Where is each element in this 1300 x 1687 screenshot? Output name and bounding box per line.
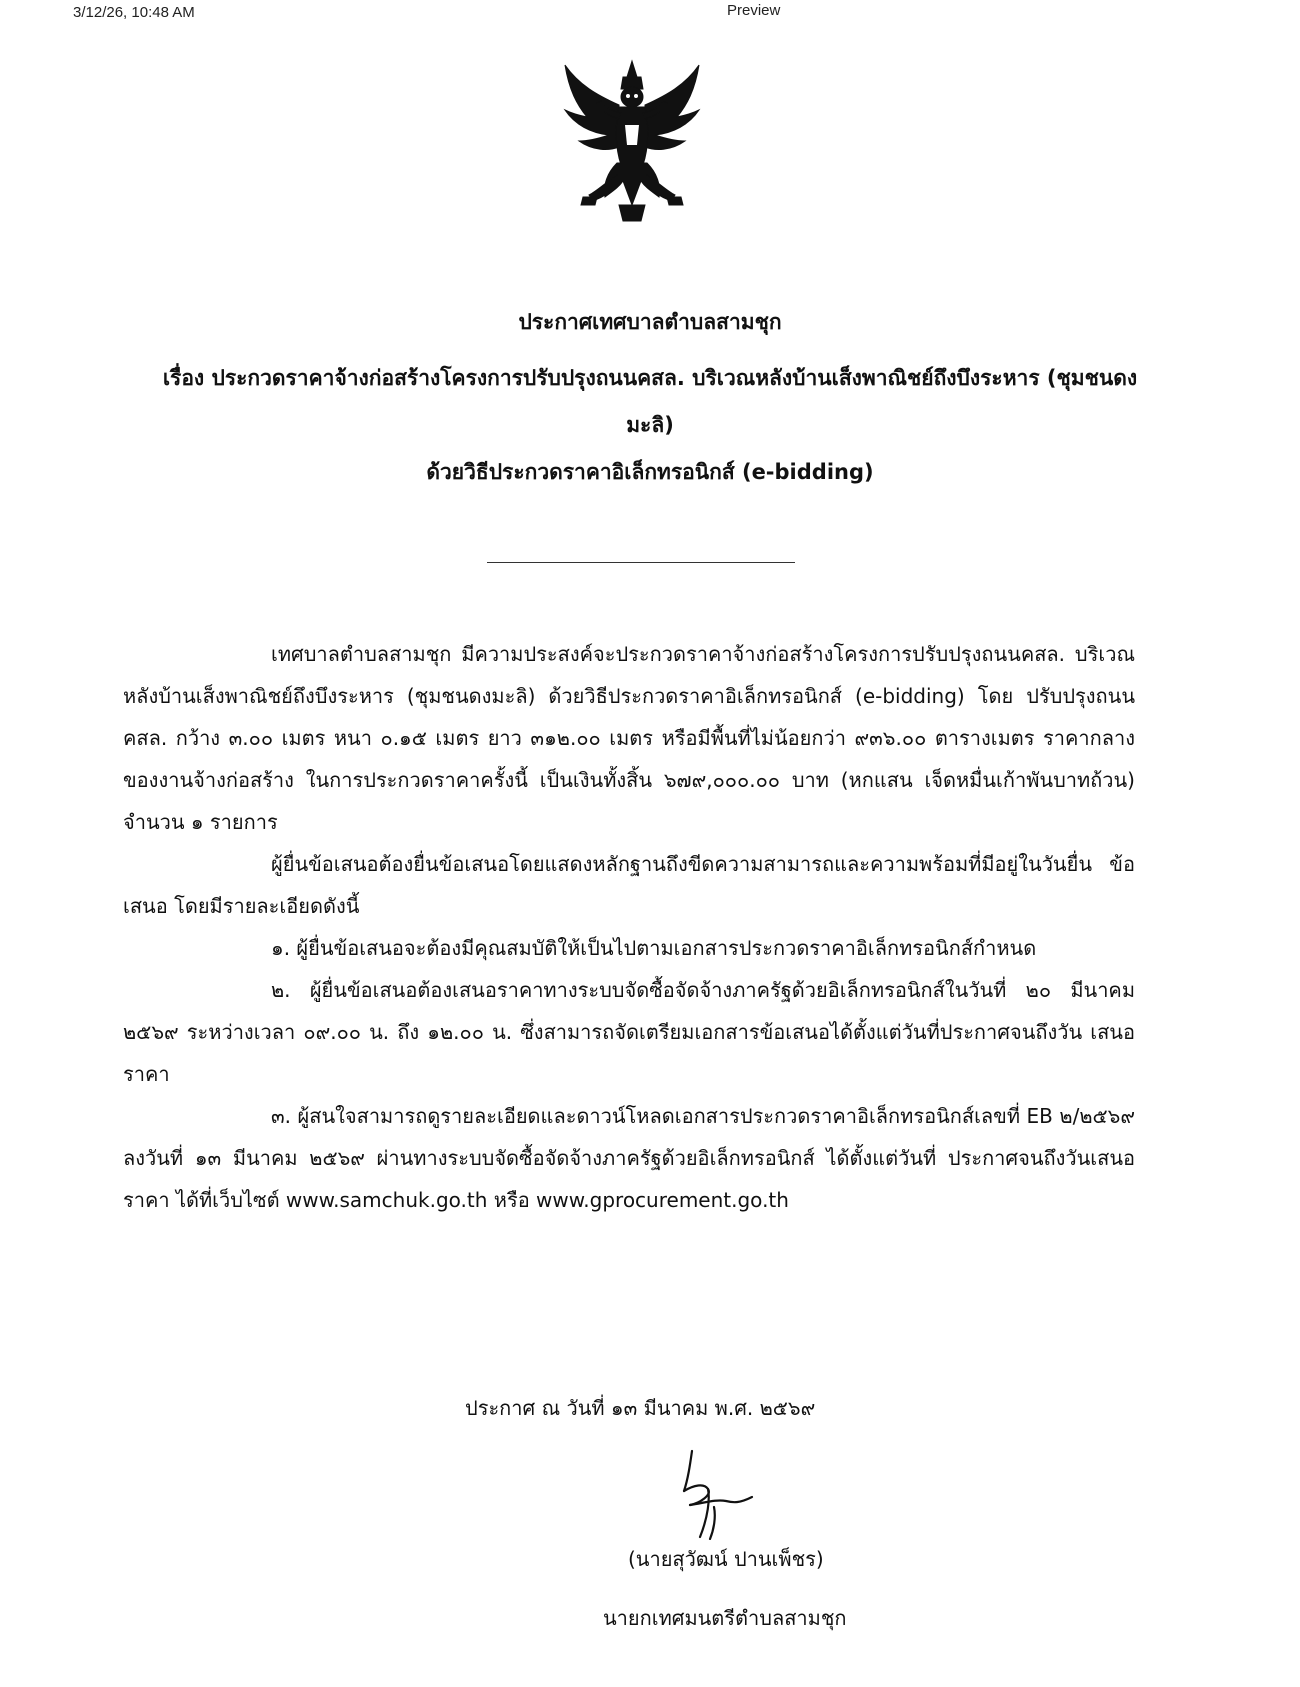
requirement-item-1: ๑. ผู้ยื่นข้อเสนอจะต้องมีคุณสมบัติให้เป็นไปตามเอกสารประกวดราคาอิเล็กทรอนิกส์กำหนด (271, 936, 1037, 960)
announcement-subject: เรื่อง ประกวดราคาจ้างก่อสร้างโครงการปรับปรุงถนนคสล. บริเวณหลังบ้านเส็งพาณิชย์ถึงบึงระหาร (ชุมชนดง (162, 366, 1138, 390)
requirement-item-3: ๓. ผู้สนใจสามารถดูรายละเอียดและดาวน์โหลดเอกสารประกวดราคาอิเล็กทรอนิกส์เลขที่ EB ๒/๒๕๖๙ ลงวันที่ ๑๓ มีนาคม ๒๕๖๙ ผ่านทางระบบจัดซื้อจัดจ้างภาครัฐด้วยอิเล็กทรอนิกส์ ได้ตั้งแต่วันที่ ประกาศจนถึงวันเสนอราคา ได้ที่เว็บไซต์ www.samchuk.go.th หรือ www.gprocurement.go.th (123, 1104, 1135, 1212)
print-timestamp: 3/12/26, 10:48 AM (73, 4, 195, 21)
announcement-title: ประกาศเทศบาลตำบลสามชุก (518, 310, 782, 334)
announcement-body (123, 633, 1135, 1221)
bidding-method: ด้วยวิธีประกวดราคาอิเล็กทรอนิกส์ (e-bidding) (426, 460, 874, 484)
signer-name: (นายสุวัฒน์ ปานเพ็ชร) (628, 1547, 824, 1571)
body-paragraph-1: เทศบาลตำบลสามชุก มีความประสงค์จะประกวดราคาจ้างก่อสร้างโครงการปรับปรุงถนนคสล. บริเวณหลังบ้านเส็งพาณิชย์ถึงบึงระหาร (ชุมชนดงมะลิ) ด้วยวิธีประกวดราคาอิเล็กทรอนิกส์ (e-bidding) โดย ปรับปรุงถนน คสล. กว้าง ๓.๐๐ เมตร หนา ๐.๑๕ เมตร ยาว ๓๑๒.๐๐ เมตร หรือมีพื้นที่ไม่น้อยกว่า ๙๓๖.๐๐ ตารางเมตร ราคากลางของงานจ้างก่อสร้าง ในการประกวดราคาครั้งนี้ เป็นเงินทั้งสิ้น ๖๗๙,๐๐๐.๐๐ บาท (หกแสน เจ็ดหมื่นเก้าพันบาทถ้วน) จำนวน ๑ รายการ (123, 642, 1135, 834)
handwritten-signature-icon (660, 1445, 810, 1540)
body-paragraph-2: ผู้ยื่นข้อเสนอต้องยื่นข้อเสนอโดยแสดงหลักฐานถึงขีดความสามารถและความพร้อมที่มีอยู่ในวันยื่น ข้อเสนอ โดยมีรายละเอียดดังนี้ (123, 852, 1135, 918)
announcement-subject-continued: มะลิ) (626, 413, 674, 437)
divider (487, 562, 795, 563)
announcement-date: ประกาศ ณ วันที่ ๑๓ มีนาคม พ.ศ. ๒๕๖๙ (465, 1396, 816, 1420)
signer-position: นายกเทศมนตรีตำบลสามชุก (603, 1606, 847, 1630)
garuda-emblem-icon (557, 55, 707, 225)
preview-app-title: Preview (727, 2, 781, 19)
requirement-item-2: ๒. ผู้ยื่นข้อเสนอต้องเสนอราคาทางระบบจัดซื้อจัดจ้างภาครัฐด้วยอิเล็กทรอนิกส์ในวันที่ ๒๐ มีนาคม ๒๕๖๙ ระหว่างเวลา ๐๙.๐๐ น. ถึง ๑๒.๐๐ น. ซึ่งสามารถจัดเตรียมเอกสารข้อเสนอได้ตั้งแต่วันที่ประกาศจนถึงวัน เสนอราคา (123, 978, 1135, 1086)
preview-header (0, 2, 1300, 26)
